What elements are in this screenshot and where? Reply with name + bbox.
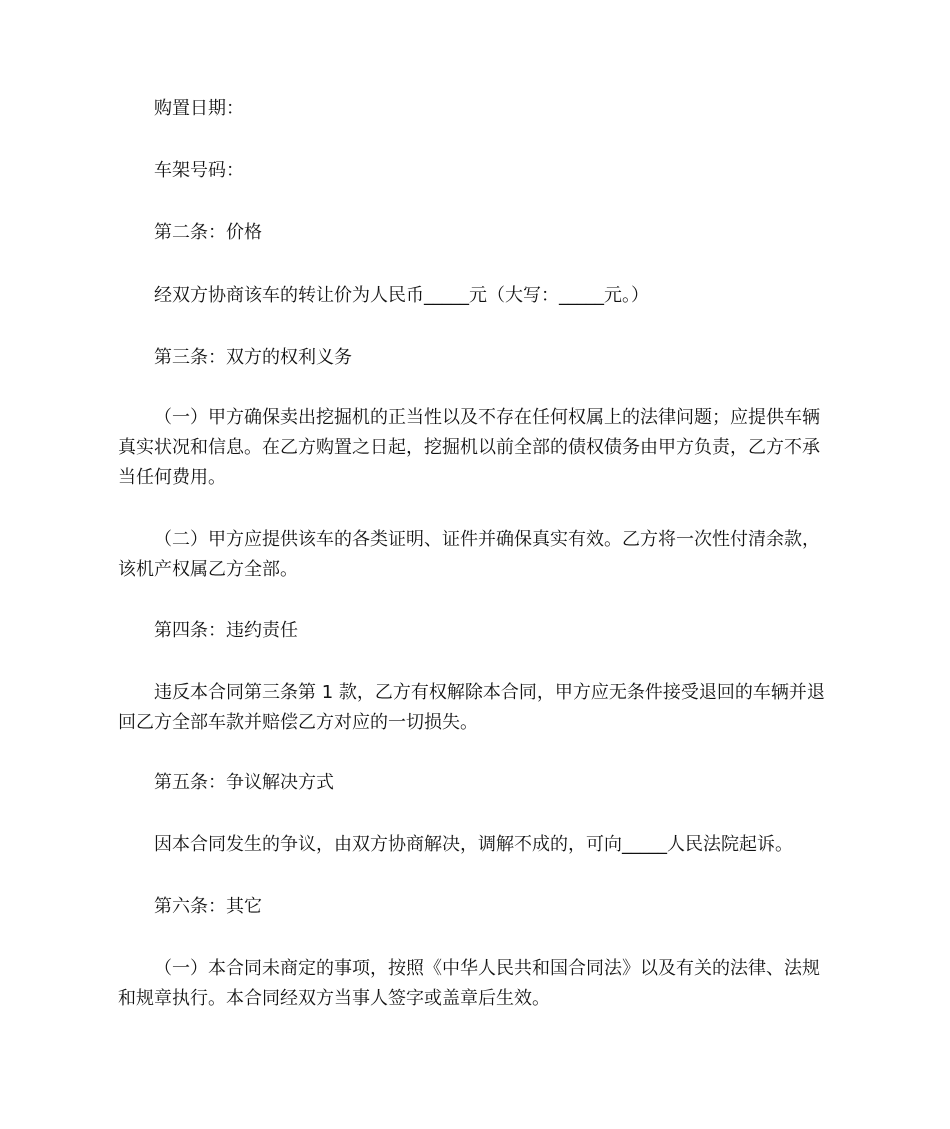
clause-6-1-paragraph: （一）本合同未商定的事项，按照《中华人民共和国合同法》以及有关的法律、法规和规章执行。本合同经双方当事人签字或盖章后生效。 xyxy=(118,958,820,1009)
breach-paragraph: 违反本合同第三条第 1 款，乙方有权解除本合同，甲方应无条件接受退回的车辆并退回乙方全部车款并赔偿乙方对应的一切损失。 xyxy=(118,682,825,733)
article-3-heading: 第三条：双方的权利义务 xyxy=(154,347,352,368)
price-paragraph: 经双方协商该车的转让价为人民币_____元（大写：_____元。） xyxy=(154,285,649,306)
article-6-heading: 第六条：其它 xyxy=(154,896,262,917)
purchase-date-line: 购置日期： xyxy=(154,98,244,119)
clause-3-2-paragraph: （二）甲方应提供该车的各类证明、证件并确保真实有效。乙方将一次性付清余款，该机产权属乙方全部。 xyxy=(118,529,820,580)
dispute-paragraph: 因本合同发生的争议，由双方协商解决，调解不成的，可向_____人民法院起诉。 xyxy=(154,834,793,855)
article-2-heading: 第二条：价格 xyxy=(154,222,262,243)
article-4-heading: 第四条：违约责任 xyxy=(154,620,298,641)
clause-3-1-paragraph: （一）甲方确保卖出挖掘机的正当性以及不存在任何权属上的法律问题；应提供车辆真实状况和信息。在乙方购置之日起，挖掘机以前全部的债权债务由甲方负责，乙方不承当任何费用。 xyxy=(118,407,820,488)
article-5-heading: 第五条：争议解决方式 xyxy=(154,772,334,793)
vin-line: 车架号码： xyxy=(154,160,244,181)
